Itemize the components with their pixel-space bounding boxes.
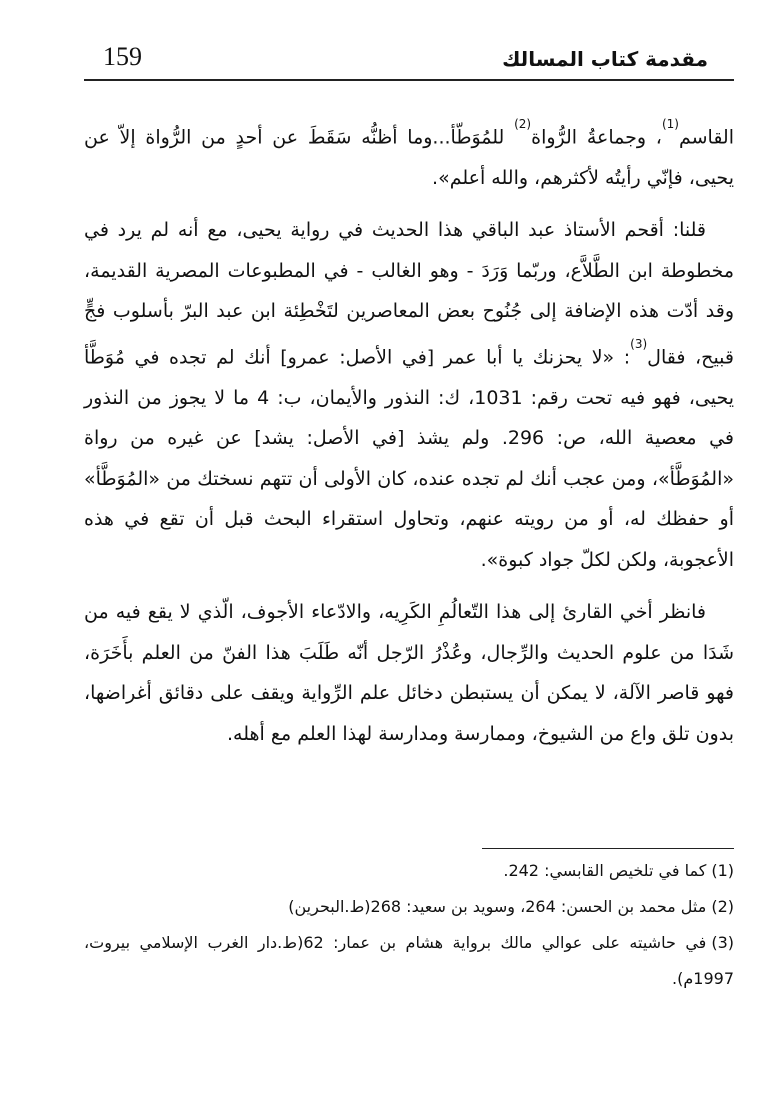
footnote-number: (1) xyxy=(711,861,734,880)
paragraph-1-text: للمُوَطّأ...وما أظنُّه سَقَطَ عن أحدٍ من الرُّواة إلاّ عن يحيى، فإنّي رأيتُه لأكثرهم، والله أعلم». xyxy=(84,126,734,189)
footnote-text: كما في تلخيص القابسي: 242. xyxy=(503,861,707,880)
footnote-1 xyxy=(84,853,734,889)
running-head: مقدمة كتاب المسالك xyxy=(502,47,708,71)
footnote-text: مثل محمد بن الحسن: 264، وسويد بن سعيد: 268(ط.البحرين) xyxy=(288,897,707,916)
header-rule xyxy=(84,79,734,81)
footnote-text: في حاشيته على عوالي مالك برواية هشام بن عمار: 62(ط.دار الغرب الإسلامي بيروت، 1997م). xyxy=(84,933,734,988)
paragraph-1 xyxy=(84,112,734,198)
paragraph-2 xyxy=(84,210,734,580)
footnote-3 xyxy=(84,925,734,997)
paragraph-2-text: قلنا: أقحم الأستاذ عبد الباقي هذا الحديث في رواية يحيى، مع أنه لم يرد في مخطوطة ابن الطَّلاَّع، وربّما وَرَدَ - وهو الغالب - في المطبوعات المصرية القديمة، وقد أدّت هذه الإضافة إلى جُنُوح بعض المعاصرين لتَخْطِئة ابن عبد البرّ بأسلوب فجٍّ قبيح، فقال xyxy=(84,219,734,369)
page-number: 159 xyxy=(103,42,142,71)
paragraph-1-text: القاسم xyxy=(678,126,735,149)
paragraph-3-text: فانظر أخي القارئ إلى هذا التّعالُمِ الكَرِيه، والادّعاء الأجوف، الّذي لا يقع فيه من شَدَا من علوم الحديث والرِّجال، وعُذْرُ الرّجل أنّه طَلَبَ هذا الفنّ من العلم بأَخَرَة، فهو قاصر الآلة، لا يمكن أن يستبطن دخائل علم الرِّواية ويقف على دقائق أغراضها، بدون تلق واع من الشيوخ، وممارسة ومدارسة لهذا العلم مع أهله. xyxy=(84,601,734,745)
paragraph-1-text: ، وجماعةُ الرُّواة xyxy=(531,126,662,149)
footnote-2 xyxy=(84,889,734,925)
paragraph-3 xyxy=(84,592,734,754)
footnote-rule xyxy=(482,848,734,849)
footnote-number: (2) xyxy=(711,897,734,916)
footnote-ref-2: (2) xyxy=(514,117,532,131)
footnote-ref-1: (1) xyxy=(661,117,679,131)
body-text xyxy=(84,112,734,766)
footnote-number: (3) xyxy=(711,933,734,952)
footnote-ref-3: (3) xyxy=(630,336,648,351)
footnotes xyxy=(84,853,734,997)
paragraph-2-text: : «لا يحزنك يا أبا عمر [في الأصل: عمرو] أنك لم تجده في مُوَطَّأ يحيى، فهو فيه تحت رقم: 1031، ك: النذور والأيمان، ب: 4 ما لا يجوز من النذور في معصية الله، ص: 296. ولم يشذ [في الأصل: يشد] عن غيره من رواة «المُوَطَّأ»، ومن عجب أنك لم تجده عنده، كان الأولى أن تتهم نسختك من «المُوَطَّأ» أو حفظك له، أو من رويته عنهم، وتحاول استقراء البحث قبل أن تقع في هذه الأعجوبة، ولكن لكلّ جواد كبوة». xyxy=(84,346,735,571)
